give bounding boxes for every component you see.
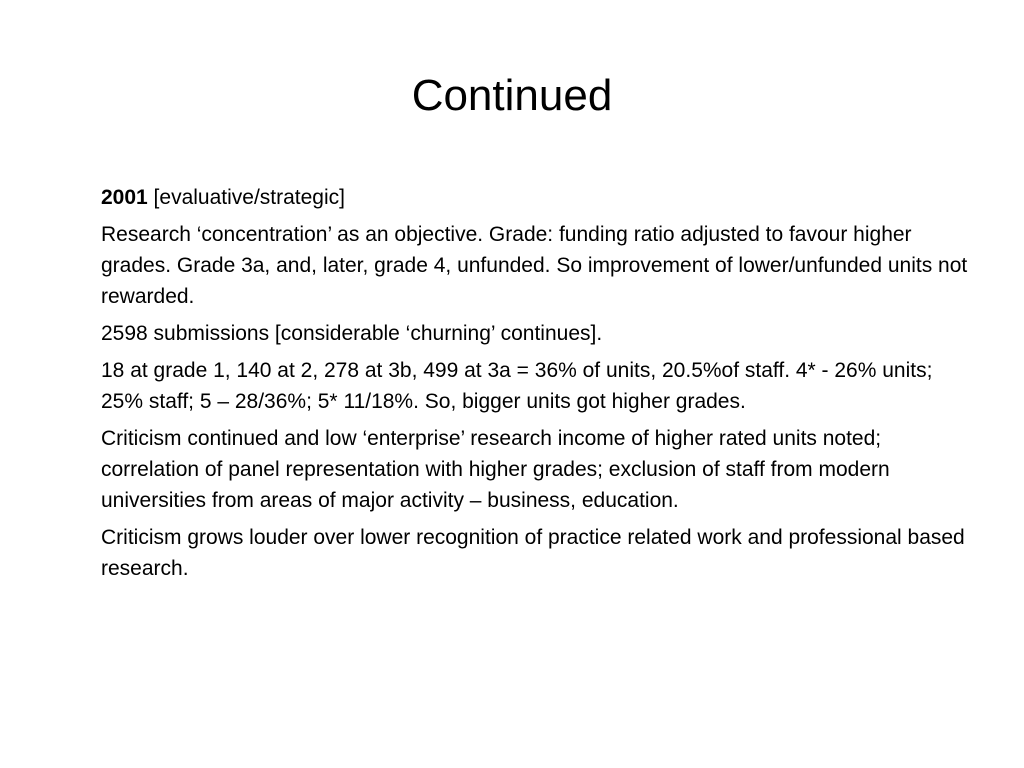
heading-line (101, 182, 971, 213)
paragraph-concentration: Research ‘concentration’ as an objective. Grade: funding ratio adjusted to favour higher grades. Grade 3a, and, later, grade 4, unfunded. So improvement of lower/unfunded units not rewarded. (101, 223, 968, 308)
paragraph-criticism-grows: Criticism grows louder over lower recognition of practice related work and professional based research. (101, 526, 965, 580)
heading-tag: [evaluative/strategic] (147, 186, 345, 209)
paragraph-grade-stats: 18 at grade 1, 140 at 2, 278 at 3b, 499 at 3a = 36% of units, 20.5%of staff. 4* - 26% units; 25% staff; 5 – 28/36%; 5* 11/18%. So, bigger units got higher grades. (101, 359, 933, 413)
paragraph-submissions: 2598 submissions [considerable ‘churning’ continues]. (101, 322, 603, 345)
slide-title: Continued (411, 71, 613, 120)
slide-body (101, 182, 971, 590)
paragraph-criticism-continued: Criticism continued and low ‘enterprise’ research income of higher rated units noted; correlation of panel representation with higher grades; exclusion of staff from modern universities from areas of major activity – business, education. (101, 427, 890, 512)
heading-year: 2001 (101, 186, 148, 209)
